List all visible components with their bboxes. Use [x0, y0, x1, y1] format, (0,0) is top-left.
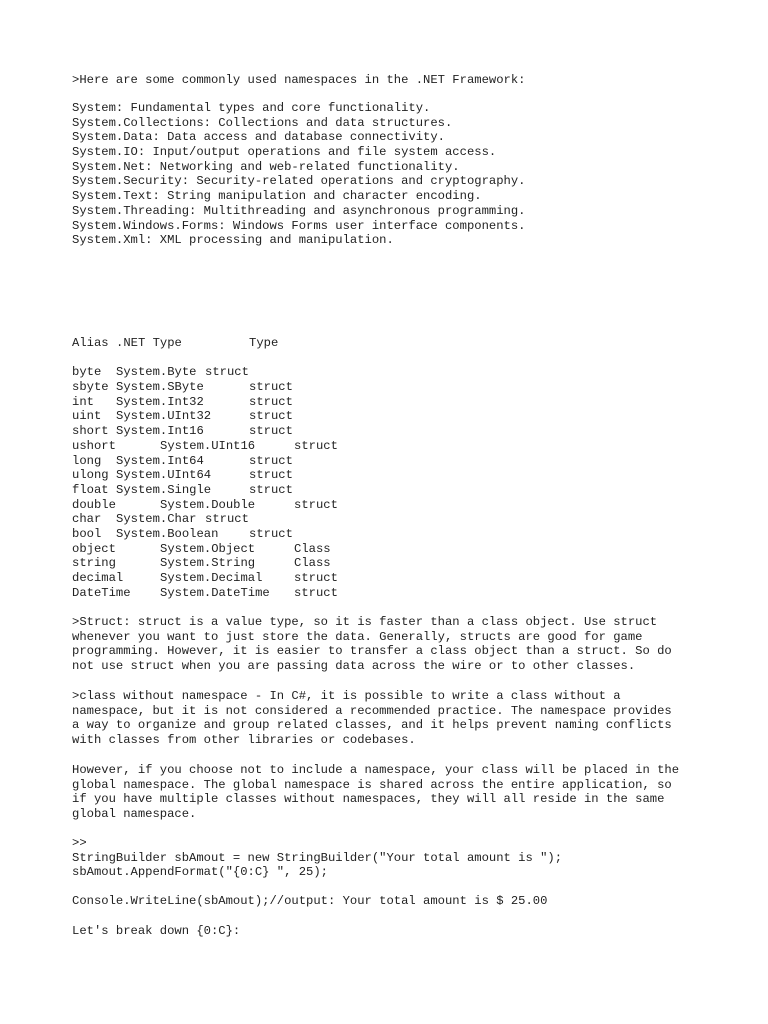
table-cell: struct — [249, 468, 293, 483]
table-cell: struct — [294, 438, 338, 453]
class-namespace-paragraph — [72, 689, 712, 748]
table-cell: struct — [249, 394, 293, 409]
table-cell: struct — [249, 409, 293, 424]
table-cell: char — [72, 512, 102, 527]
table-cell: object — [72, 541, 116, 556]
table-row — [72, 409, 712, 424]
table-cell: System.Int64 — [116, 453, 204, 468]
table-cell: struct — [294, 571, 338, 585]
global-namespace-paragraph — [72, 763, 712, 822]
table-cell: System.Char — [116, 512, 197, 527]
table-cell: string — [72, 556, 116, 571]
list-item: System.Security: Security-related operations and cryptography. — [72, 174, 526, 189]
table-cell: System.Boolean — [116, 526, 219, 541]
table-cell: double — [72, 497, 116, 512]
table-cell: struct — [294, 585, 338, 600]
table-cell: float — [72, 482, 109, 497]
table-cell: System.UInt64 — [116, 468, 212, 483]
namespace-list — [72, 101, 712, 248]
table-row — [72, 380, 712, 395]
table-row — [72, 483, 712, 498]
paragraph-line: if you have multiple classes without namespaces, they will all reside in the same — [72, 792, 665, 807]
table-cell: System.Double — [160, 497, 256, 512]
table-row — [72, 527, 712, 542]
table-cell: System.Decimal — [160, 571, 263, 585]
table-row — [72, 556, 712, 571]
paragraph-line: >Struct: struct is a value type, so it is faster than a class object. Use struct — [72, 615, 658, 629]
paragraph-line: with classes from other libraries or codebases. — [72, 733, 416, 748]
table-row — [72, 571, 712, 586]
table-cell: short — [72, 424, 109, 439]
table-cell: System.String — [160, 556, 256, 571]
table-row — [72, 365, 712, 380]
table-cell: ulong — [72, 468, 109, 483]
table-cell: System.Single — [116, 482, 212, 497]
table-cell: struct — [294, 497, 338, 512]
table-cell: struct — [249, 453, 293, 468]
paragraph-line: Let's break down {0:C}: — [72, 924, 241, 938]
table-cell: bool — [72, 526, 102, 541]
table-cell: System.UInt16 — [160, 438, 256, 453]
table-cell: struct — [205, 365, 249, 380]
list-item: System.Threading: Multithreading and asynchronous programming. — [72, 203, 526, 218]
table-spacer — [72, 351, 712, 366]
breakdown-line — [72, 924, 712, 939]
paragraph-line: However, if you choose not to include a namespace, your class will be placed in the — [72, 763, 680, 777]
console-output-line — [72, 894, 712, 909]
table-header-cell: Type — [249, 336, 279, 350]
paragraph-line: programming. However, it is easier to transfer a class object than a struct. So do — [72, 644, 672, 659]
table-cell: System.UInt32 — [116, 409, 212, 424]
list-item: System.Data: Data access and database connectivity. — [72, 130, 445, 145]
table-cell: System.SByte — [116, 380, 204, 395]
table-cell: System.Byte — [116, 365, 197, 380]
table-cell: sbyte — [72, 380, 109, 395]
table-cell: Class — [294, 541, 331, 556]
table-cell: DateTime — [72, 585, 131, 600]
code-line: >> — [72, 836, 87, 850]
table-header-row — [72, 336, 712, 351]
paragraph-line: global namespace. The global namespace is shared across the entire application, so — [72, 777, 672, 792]
paragraph-line: whenever you want to just store the data. Generally, structs are good for game — [72, 629, 643, 644]
list-item: System.Xml: XML processing and manipulation. — [72, 233, 394, 248]
intro-heading — [72, 73, 712, 88]
table-row — [72, 439, 712, 454]
table-row — [72, 542, 712, 557]
list-item: System.Collections: Collections and data structures. — [72, 115, 453, 130]
list-item: System.Windows.Forms: Windows Forms user interface components. — [72, 218, 526, 233]
list-item: System.Net: Networking and web-related functionality. — [72, 159, 460, 174]
table-cell: System.Int32 — [116, 394, 204, 409]
code-line: Console.WriteLine(sbAmout);//output: Your total amount is $ 25.00 — [72, 894, 548, 908]
struct-paragraph — [72, 615, 712, 674]
intro-text: >Here are some commonly used namespaces in the .NET Framework: — [72, 73, 526, 87]
paragraph-line: namespace, but it is not considered a recommended practice. The namespace provides — [72, 703, 672, 718]
list-item: System: Fundamental types and core functionality. — [72, 101, 431, 115]
table-row — [72, 395, 712, 410]
table-cell: System.Int16 — [116, 424, 204, 439]
table-cell: struct — [249, 380, 293, 395]
table-cell: struct — [249, 482, 293, 497]
table-cell: System.Object — [160, 541, 256, 556]
table-cell: long — [72, 453, 102, 468]
paragraph-line: not use struct when you are passing data across the wire or to other classes. — [72, 659, 636, 674]
type-table — [72, 336, 712, 600]
table-row — [72, 498, 712, 513]
table-cell: ushort — [72, 438, 116, 453]
table-cell: struct — [205, 512, 249, 527]
table-header-cell: Alias — [72, 336, 109, 350]
table-cell: Class — [294, 556, 331, 571]
table-row — [72, 468, 712, 483]
table-cell: struct — [249, 424, 293, 439]
table-row — [72, 586, 712, 601]
code-line: StringBuilder sbAmout = new StringBuilder("Your total amount is "); — [72, 850, 563, 865]
code-line: sbAmout.AppendFormat("{0:C} ", 25); — [72, 865, 328, 880]
table-row — [72, 512, 712, 527]
table-cell: int — [72, 394, 94, 409]
paragraph-line: a way to organize and group related classes, and it helps prevent naming conflicts — [72, 718, 672, 733]
table-cell: uint — [72, 409, 102, 424]
table-row — [72, 424, 712, 439]
table-cell: byte — [72, 365, 102, 380]
list-item: System.Text: String manipulation and character encoding. — [72, 189, 482, 204]
table-row — [72, 454, 712, 469]
paragraph-line: global namespace. — [72, 807, 197, 822]
table-header-cell: .NET Type — [116, 336, 182, 350]
table-cell: struct — [249, 526, 293, 541]
table-cell: System.DateTime — [160, 585, 270, 600]
code-snippet — [72, 836, 712, 880]
paragraph-line: >class without namespace - In C#, it is possible to write a class without a — [72, 689, 621, 703]
list-item: System.IO: Input/output operations and file system access. — [72, 145, 497, 160]
table-cell: decimal — [72, 571, 124, 585]
